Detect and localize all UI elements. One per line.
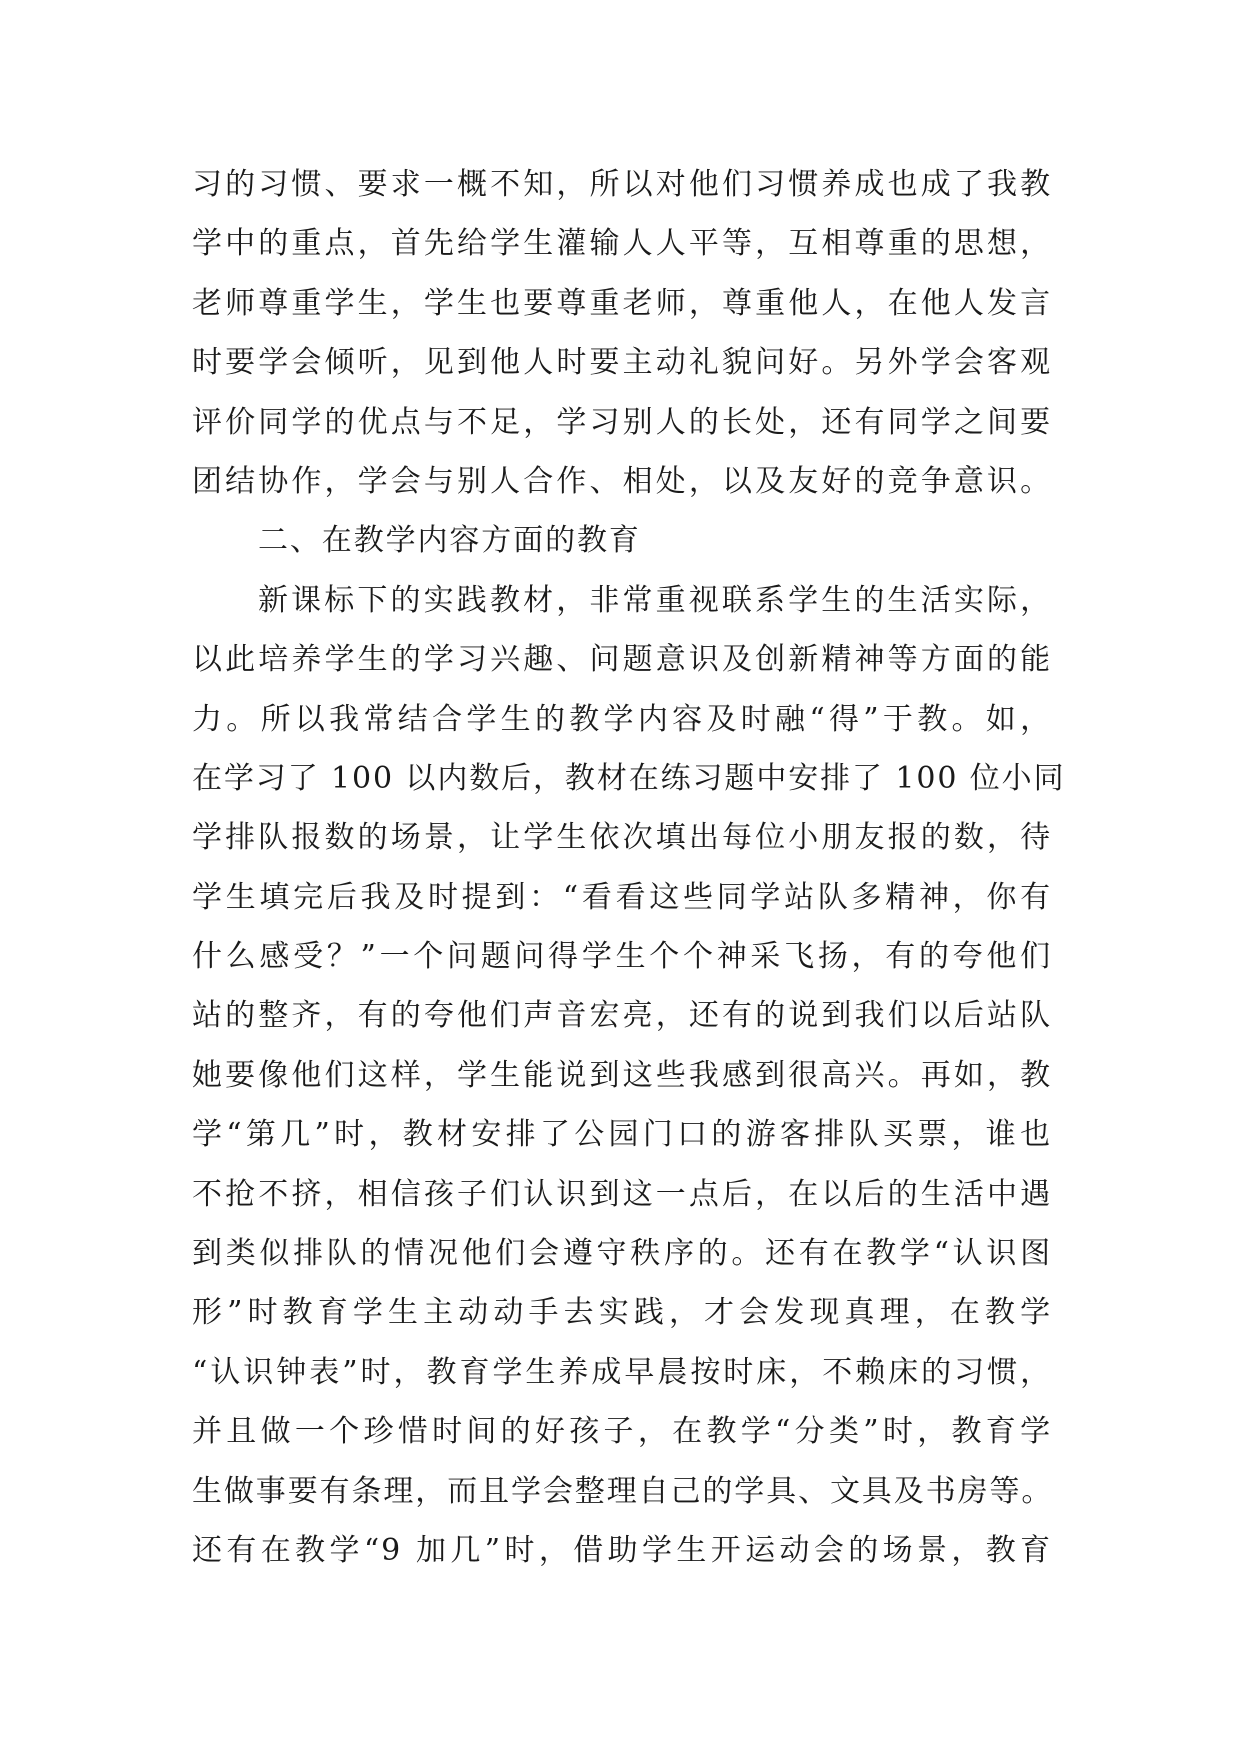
text-line: 团结协作，学会与别人合作、相处，以及友好的竞争意识。 [192,463,1052,499]
text-line: 习的习惯、要求一概不知，所以对他们习惯养成也成了我教 [192,167,1052,202]
text-line: 她要像他们这样，学生能说到这些我感到很高兴。再如，教 [192,1057,1052,1093]
text-line: 到类似排队的情况他们会遵守秩序的。还有在教学“认识图 [192,1236,1052,1272]
text-line: 不抢不挤，相信孩子们认识到这一点后，在以后的生活中遇 [192,1176,1052,1212]
text-line: 老师尊重学生，学生也要尊重老师，尊重他人，在他人发言 [192,285,1052,321]
text-line: 什么感受？”一个问题问得学生个个神采飞扬，有的夸他们 [192,939,1052,975]
text-line: 以此培养学生的学习兴趣、问题意识及创新精神等方面的能 [192,642,1052,678]
body-text [192,155,1066,1580]
text-line: 生做事要有条理，而且学会整理自己的学具、文具及书房等。 [192,1473,1054,1509]
text-line: 形”时教育学生主动动手去实践，才会发现真理，在教学 [192,1295,1052,1331]
text-line: 学中的重点，首先给学生灌输人人平等，互相尊重的思想， [192,226,1052,262]
text-line: 还有在教学“9 加几”时，借助学生开运动会的场景，教育 [192,1532,1052,1568]
text-line: 力。所以我常结合学生的教学内容及时融“得”于教。如， [192,701,1052,737]
text-line: 评价同学的优点与不足，学习别人的长处，还有同学之间要 [192,404,1052,440]
text-line: 并且做一个珍惜时间的好孩子，在教学“分类”时，教育学 [192,1414,1052,1450]
paragraph-first-line: 新课标下的实践教材，非常重视联系学生的生活实际， [258,582,1052,618]
text-line: 时要学会倾听，见到他人时要主动礼貌问好。另外学会客观 [192,345,1052,381]
text-line: 学“第几”时，教材安排了公园门口的游客排队买票，谁也 [192,1117,1052,1153]
text-line: 学生填完后我及时提到：“看看这些同学站队多精神，你有 [192,879,1052,915]
text-line: 站的整齐，有的夸他们声音宏亮，还有的说到我们以后站队 [192,998,1052,1034]
text-line: 学排队报数的场景，让学生依次填出每位小朋友报的数，待 [192,820,1052,856]
section-heading: 二、在教学内容方面的教育 [258,523,641,559]
text-line: “认识钟表”时，教育学生养成早晨按时床，不赖床的习惯， [192,1354,1052,1390]
text-line: 在学习了 100 以内数后，教材在练习题中安排了 100 位小同 [192,760,1066,796]
